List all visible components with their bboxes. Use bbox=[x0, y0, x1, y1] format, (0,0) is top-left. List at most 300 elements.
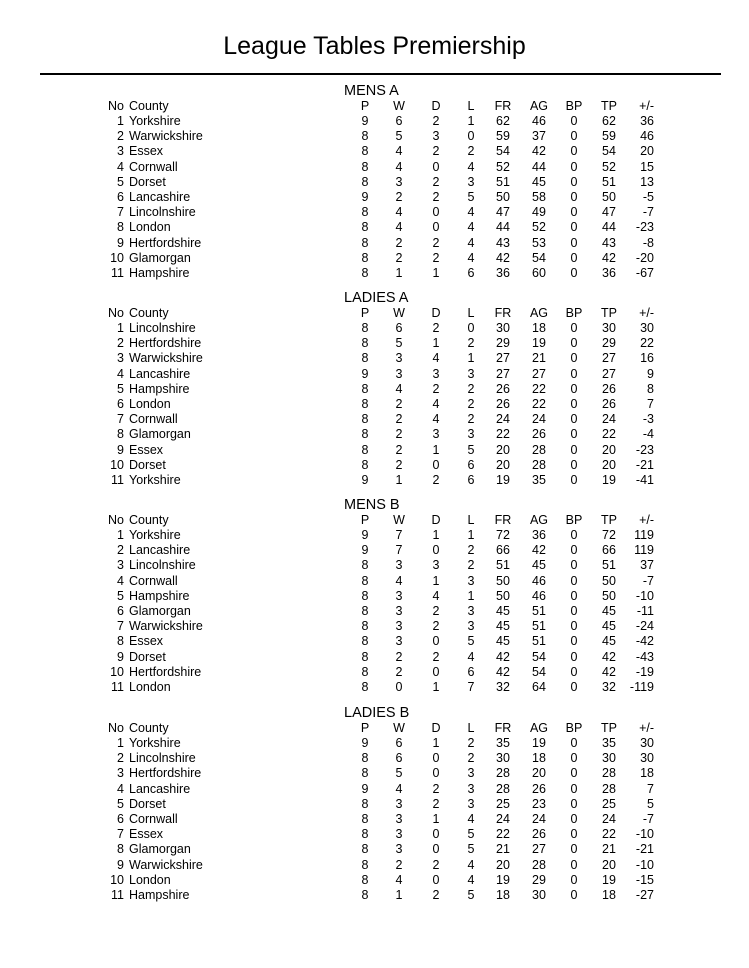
column-header-l: L bbox=[467, 306, 475, 320]
cell-w: 6 bbox=[395, 736, 403, 750]
cell-fr: 45 bbox=[496, 604, 510, 618]
table-row bbox=[0, 812, 749, 827]
cell-bp: 0 bbox=[570, 812, 578, 826]
cell-l: 4 bbox=[467, 235, 475, 250]
cell-fr: 72 bbox=[496, 528, 510, 542]
column-header-w: W bbox=[393, 306, 405, 320]
cell-d: 2 bbox=[432, 796, 440, 811]
table-header-row bbox=[0, 513, 749, 528]
cell-county: Yorkshire bbox=[129, 473, 181, 487]
cell-pm: -43 bbox=[635, 649, 654, 664]
cell-l: 6 bbox=[467, 266, 475, 280]
cell-fr: 36 bbox=[496, 266, 510, 280]
cell-county: Lancashire bbox=[129, 781, 191, 796]
table-row bbox=[0, 351, 749, 366]
cell-bp: 0 bbox=[570, 114, 578, 128]
cell-tp: 20 bbox=[602, 857, 616, 872]
cell-l: 2 bbox=[467, 397, 475, 411]
column-header-county: County bbox=[129, 99, 169, 113]
cell-bp: 0 bbox=[570, 457, 578, 472]
cell-d: 2 bbox=[432, 619, 440, 634]
cell-pm: 119 bbox=[634, 543, 654, 558]
table-row bbox=[0, 827, 749, 842]
cell-l: 5 bbox=[467, 827, 475, 842]
cell-pm: 7 bbox=[647, 781, 654, 796]
cell-fr: 30 bbox=[496, 751, 510, 766]
cell-ag: 45 bbox=[532, 174, 546, 189]
cell-tp: 59 bbox=[602, 129, 616, 144]
cell-bp: 0 bbox=[570, 220, 578, 235]
cell-no: 3 bbox=[117, 351, 124, 366]
table-row bbox=[0, 412, 749, 427]
cell-w: 6 bbox=[395, 751, 403, 766]
cell-pm: -7 bbox=[642, 573, 654, 588]
column-header-p: P bbox=[360, 99, 370, 113]
table-row bbox=[0, 321, 749, 336]
cell-county: Essex bbox=[129, 634, 164, 649]
table-row bbox=[0, 220, 749, 235]
cell-d: 2 bbox=[432, 857, 440, 872]
cell-p: 8 bbox=[361, 321, 369, 335]
table-row bbox=[0, 251, 749, 266]
cell-pm: -10 bbox=[635, 588, 654, 603]
cell-bp: 0 bbox=[570, 649, 578, 664]
cell-bp: 0 bbox=[570, 412, 578, 427]
cell-tp: 28 bbox=[602, 781, 616, 796]
table-row bbox=[0, 175, 749, 190]
cell-county: Lancashire bbox=[129, 543, 191, 558]
section-title: MENS A bbox=[344, 83, 399, 99]
cell-w: 2 bbox=[395, 664, 403, 679]
cell-bp: 0 bbox=[570, 159, 578, 174]
cell-no: 4 bbox=[117, 573, 124, 588]
cell-d: 0 bbox=[432, 827, 440, 842]
cell-w: 0 bbox=[395, 680, 403, 694]
cell-p: 8 bbox=[361, 619, 369, 634]
cell-no: 11 bbox=[111, 266, 124, 280]
column-header-bp: BP bbox=[565, 513, 583, 527]
cell-tp: 18 bbox=[602, 888, 616, 902]
cell-no: 8 bbox=[117, 427, 124, 442]
cell-no: 8 bbox=[117, 842, 124, 857]
cell-p: 8 bbox=[361, 680, 369, 694]
table-row bbox=[0, 160, 749, 175]
cell-p: 9 bbox=[361, 543, 369, 558]
section-title: LADIES A bbox=[344, 290, 409, 306]
cell-fr: 25 bbox=[496, 796, 510, 811]
cell-l: 3 bbox=[467, 427, 475, 442]
cell-pm: -20 bbox=[635, 250, 654, 265]
cell-ag: 54 bbox=[532, 250, 546, 265]
cell-no: 1 bbox=[117, 114, 124, 128]
cell-d: 0 bbox=[432, 766, 440, 781]
table-row bbox=[0, 266, 749, 281]
column-header-d: D bbox=[431, 99, 441, 113]
cell-d: 3 bbox=[432, 558, 440, 573]
cell-fr: 21 bbox=[496, 842, 510, 857]
cell-tp: 21 bbox=[602, 842, 616, 857]
cell-pm: 37 bbox=[640, 558, 654, 573]
cell-fr: 28 bbox=[496, 781, 510, 796]
cell-d: 2 bbox=[432, 781, 440, 796]
cell-tp: 54 bbox=[602, 144, 616, 159]
cell-p: 9 bbox=[361, 528, 369, 542]
cell-bp: 0 bbox=[570, 174, 578, 189]
cell-tp: 26 bbox=[602, 381, 616, 396]
cell-d: 2 bbox=[432, 190, 440, 204]
cell-l: 2 bbox=[467, 412, 475, 427]
cell-l: 2 bbox=[467, 558, 475, 573]
column-header-fr: FR bbox=[494, 513, 512, 527]
cell-p: 8 bbox=[361, 442, 369, 457]
cell-county: Hampshire bbox=[129, 888, 190, 902]
column-header-bp: BP bbox=[565, 721, 583, 735]
cell-bp: 0 bbox=[570, 634, 578, 649]
cell-pm: -19 bbox=[635, 664, 654, 679]
cell-p: 8 bbox=[361, 812, 369, 826]
table-row bbox=[0, 458, 749, 473]
cell-p: 9 bbox=[361, 736, 369, 750]
column-header-county: County bbox=[129, 513, 169, 527]
cell-county: Hertfordshire bbox=[129, 235, 202, 250]
cell-p: 8 bbox=[361, 872, 369, 887]
cell-p: 9 bbox=[361, 781, 369, 796]
cell-county: Dorset bbox=[129, 796, 166, 811]
cell-fr: 32 bbox=[496, 680, 510, 694]
table-row bbox=[0, 589, 749, 604]
column-header-l: L bbox=[467, 721, 475, 735]
cell-pm: -21 bbox=[635, 842, 654, 857]
cell-l: 3 bbox=[467, 366, 475, 381]
cell-w: 4 bbox=[395, 144, 403, 159]
cell-w: 2 bbox=[395, 457, 403, 472]
cell-l: 4 bbox=[467, 649, 475, 664]
table-row bbox=[0, 619, 749, 634]
cell-no: 5 bbox=[117, 174, 124, 189]
cell-l: 2 bbox=[467, 336, 475, 351]
cell-county: Cornwall bbox=[129, 159, 178, 174]
cell-l: 2 bbox=[467, 144, 475, 159]
table-row bbox=[0, 543, 749, 558]
cell-d: 4 bbox=[432, 397, 440, 411]
cell-tp: 45 bbox=[602, 634, 616, 649]
cell-p: 8 bbox=[361, 766, 369, 781]
cell-tp: 32 bbox=[602, 680, 616, 694]
cell-p: 8 bbox=[361, 159, 369, 174]
cell-pm: 20 bbox=[640, 144, 654, 159]
cell-fr: 66 bbox=[496, 543, 510, 558]
table-row bbox=[0, 888, 749, 903]
cell-w: 4 bbox=[395, 381, 403, 396]
column-header-w: W bbox=[393, 721, 405, 735]
cell-p: 9 bbox=[361, 473, 369, 487]
column-header-county: County bbox=[129, 721, 169, 735]
cell-county: Hampshire bbox=[129, 588, 190, 603]
cell-pm: -8 bbox=[642, 235, 654, 250]
cell-no: 9 bbox=[117, 649, 124, 664]
cell-no: 11 bbox=[111, 680, 124, 694]
cell-d: 2 bbox=[432, 604, 440, 618]
cell-tp: 22 bbox=[602, 427, 616, 442]
cell-no: 4 bbox=[117, 781, 124, 796]
column-header-tp: TP bbox=[601, 306, 617, 320]
cell-county: Glamorgan bbox=[129, 250, 191, 265]
cell-tp: 51 bbox=[602, 558, 616, 573]
cell-d: 0 bbox=[432, 543, 440, 558]
cell-tp: 20 bbox=[602, 457, 616, 472]
cell-ag: 51 bbox=[532, 619, 546, 634]
table-row bbox=[0, 190, 749, 205]
cell-pm: 7 bbox=[647, 397, 654, 411]
cell-d: 2 bbox=[432, 381, 440, 396]
column-header-no: No bbox=[108, 99, 124, 113]
cell-w: 2 bbox=[395, 857, 403, 872]
column-header-fr: FR bbox=[494, 721, 512, 735]
cell-ag: 18 bbox=[532, 321, 546, 335]
table-row bbox=[0, 797, 749, 812]
cell-county: London bbox=[129, 680, 171, 694]
cell-p: 8 bbox=[361, 857, 369, 872]
cell-p: 9 bbox=[361, 190, 369, 204]
cell-w: 3 bbox=[395, 351, 403, 366]
column-header-county: County bbox=[129, 306, 169, 320]
table-row bbox=[0, 473, 749, 488]
cell-no: 1 bbox=[117, 736, 124, 750]
cell-county: Glamorgan bbox=[129, 842, 191, 857]
cell-county: Warwickshire bbox=[129, 351, 203, 366]
cell-no: 2 bbox=[117, 336, 124, 351]
cell-no: 8 bbox=[117, 634, 124, 649]
cell-l: 2 bbox=[467, 751, 475, 766]
cell-no: 6 bbox=[117, 604, 124, 618]
cell-ag: 45 bbox=[532, 558, 546, 573]
cell-p: 8 bbox=[361, 381, 369, 396]
table-row bbox=[0, 144, 749, 159]
cell-d: 2 bbox=[432, 144, 440, 159]
cell-county: Hertfordshire bbox=[129, 766, 202, 781]
column-header-l: L bbox=[467, 513, 475, 527]
cell-tp: 50 bbox=[602, 190, 616, 204]
cell-fr: 50 bbox=[496, 573, 510, 588]
cell-l: 6 bbox=[467, 473, 475, 487]
cell-ag: 35 bbox=[532, 473, 546, 487]
cell-bp: 0 bbox=[570, 442, 578, 457]
cell-l: 7 bbox=[467, 680, 475, 694]
cell-d: 0 bbox=[432, 634, 440, 649]
cell-p: 8 bbox=[361, 649, 369, 664]
cell-l: 1 bbox=[467, 528, 475, 542]
cell-tp: 27 bbox=[602, 351, 616, 366]
cell-w: 3 bbox=[395, 558, 403, 573]
cell-w: 1 bbox=[395, 888, 403, 902]
cell-tp: 24 bbox=[602, 412, 616, 427]
cell-tp: 30 bbox=[602, 751, 616, 766]
cell-fr: 19 bbox=[496, 872, 510, 887]
cell-w: 3 bbox=[395, 634, 403, 649]
cell-l: 6 bbox=[467, 664, 475, 679]
table-row bbox=[0, 634, 749, 649]
table-row bbox=[0, 650, 749, 665]
cell-w: 2 bbox=[395, 250, 403, 265]
cell-bp: 0 bbox=[570, 543, 578, 558]
cell-no: 9 bbox=[117, 235, 124, 250]
cell-bp: 0 bbox=[570, 827, 578, 842]
cell-d: 0 bbox=[432, 159, 440, 174]
table-row bbox=[0, 382, 749, 397]
column-header-no: No bbox=[108, 306, 124, 320]
cell-l: 3 bbox=[467, 781, 475, 796]
cell-ag: 26 bbox=[532, 427, 546, 442]
cell-w: 2 bbox=[395, 397, 403, 411]
cell-tp: 29 bbox=[602, 336, 616, 351]
cell-no: 6 bbox=[117, 812, 124, 826]
cell-no: 7 bbox=[117, 412, 124, 427]
column-header-no: No bbox=[108, 513, 124, 527]
cell-w: 4 bbox=[395, 159, 403, 174]
cell-tp: 43 bbox=[602, 235, 616, 250]
cell-bp: 0 bbox=[570, 888, 578, 902]
cell-tp: 19 bbox=[602, 473, 616, 487]
table-row bbox=[0, 680, 749, 695]
cell-no: 2 bbox=[117, 751, 124, 766]
cell-d: 0 bbox=[432, 872, 440, 887]
cell-l: 3 bbox=[467, 604, 475, 618]
cell-p: 8 bbox=[361, 266, 369, 280]
table-row bbox=[0, 858, 749, 873]
cell-w: 5 bbox=[395, 129, 403, 144]
cell-no: 7 bbox=[117, 827, 124, 842]
column-header-tp: TP bbox=[601, 99, 617, 113]
cell-pm: -27 bbox=[635, 888, 654, 902]
cell-d: 0 bbox=[432, 842, 440, 857]
title-divider bbox=[40, 73, 721, 75]
cell-county: Cornwall bbox=[129, 812, 178, 826]
cell-p: 8 bbox=[361, 827, 369, 842]
cell-pm: -23 bbox=[635, 442, 654, 457]
cell-l: 3 bbox=[467, 573, 475, 588]
cell-p: 8 bbox=[361, 397, 369, 411]
cell-fr: 18 bbox=[496, 888, 510, 902]
cell-w: 3 bbox=[395, 174, 403, 189]
table-row bbox=[0, 205, 749, 220]
cell-tp: 44 bbox=[602, 220, 616, 235]
cell-w: 4 bbox=[395, 573, 403, 588]
table-row bbox=[0, 336, 749, 351]
cell-bp: 0 bbox=[570, 664, 578, 679]
cell-county: Glamorgan bbox=[129, 427, 191, 442]
cell-d: 1 bbox=[432, 528, 440, 542]
cell-bp: 0 bbox=[570, 336, 578, 351]
cell-w: 3 bbox=[395, 619, 403, 634]
cell-no: 10 bbox=[110, 664, 124, 679]
cell-fr: 27 bbox=[496, 351, 510, 366]
cell-l: 3 bbox=[467, 619, 475, 634]
cell-d: 1 bbox=[432, 736, 440, 750]
cell-fr: 51 bbox=[496, 558, 510, 573]
cell-d: 2 bbox=[432, 114, 440, 128]
cell-l: 5 bbox=[467, 442, 475, 457]
cell-pm: 15 bbox=[640, 159, 654, 174]
cell-county: Dorset bbox=[129, 649, 166, 664]
cell-fr: 50 bbox=[496, 190, 510, 204]
cell-no: 6 bbox=[117, 190, 124, 204]
cell-county: London bbox=[129, 872, 171, 887]
cell-p: 8 bbox=[361, 174, 369, 189]
cell-county: Lancashire bbox=[129, 366, 191, 381]
cell-w: 2 bbox=[395, 649, 403, 664]
cell-fr: 28 bbox=[496, 766, 510, 781]
cell-no: 2 bbox=[117, 543, 124, 558]
cell-tp: 45 bbox=[602, 604, 616, 618]
cell-l: 4 bbox=[467, 812, 475, 826]
cell-d: 0 bbox=[432, 205, 440, 220]
column-header-w: W bbox=[393, 513, 405, 527]
column-header-pm: +/- bbox=[639, 513, 654, 527]
cell-ag: 53 bbox=[532, 235, 546, 250]
cell-pm: 119 bbox=[634, 528, 654, 542]
cell-no: 10 bbox=[110, 872, 124, 887]
cell-ag: 52 bbox=[532, 220, 546, 235]
cell-pm: -42 bbox=[635, 634, 654, 649]
table-row bbox=[0, 574, 749, 589]
cell-ag: 26 bbox=[532, 781, 546, 796]
cell-fr: 52 bbox=[496, 159, 510, 174]
cell-pm: -10 bbox=[635, 857, 654, 872]
cell-ag: 22 bbox=[532, 397, 546, 411]
cell-tp: 27 bbox=[602, 366, 616, 381]
table-header-row bbox=[0, 721, 749, 736]
cell-w: 3 bbox=[395, 812, 403, 826]
cell-l: 1 bbox=[467, 351, 475, 366]
cell-fr: 30 bbox=[496, 321, 510, 335]
cell-d: 4 bbox=[432, 351, 440, 366]
cell-pm: 13 bbox=[640, 174, 654, 189]
cell-l: 0 bbox=[467, 321, 475, 335]
column-header-p: P bbox=[360, 306, 370, 320]
column-header-d: D bbox=[431, 306, 441, 320]
cell-d: 4 bbox=[432, 588, 440, 603]
cell-tp: 50 bbox=[602, 588, 616, 603]
cell-tp: 19 bbox=[602, 872, 616, 887]
cell-p: 8 bbox=[361, 634, 369, 649]
cell-fr: 35 bbox=[496, 736, 510, 750]
table-row bbox=[0, 873, 749, 888]
table-row bbox=[0, 842, 749, 857]
cell-tp: 47 bbox=[602, 205, 616, 220]
cell-fr: 54 bbox=[496, 144, 510, 159]
table-row bbox=[0, 604, 749, 619]
cell-bp: 0 bbox=[570, 250, 578, 265]
cell-d: 1 bbox=[432, 680, 440, 694]
cell-l: 3 bbox=[467, 174, 475, 189]
column-header-ag: AG bbox=[529, 721, 549, 735]
cell-bp: 0 bbox=[570, 473, 578, 487]
cell-l: 4 bbox=[467, 159, 475, 174]
column-header-pm: +/- bbox=[639, 306, 654, 320]
cell-d: 2 bbox=[432, 321, 440, 335]
cell-ag: 30 bbox=[532, 888, 546, 902]
cell-tp: 72 bbox=[602, 528, 616, 542]
cell-d: 2 bbox=[432, 174, 440, 189]
cell-county: Dorset bbox=[129, 457, 166, 472]
cell-no: 10 bbox=[110, 250, 124, 265]
cell-no: 11 bbox=[111, 888, 124, 902]
cell-no: 1 bbox=[117, 528, 124, 542]
cell-no: 4 bbox=[117, 366, 124, 381]
cell-county: Lancashire bbox=[129, 190, 191, 204]
cell-no: 5 bbox=[117, 796, 124, 811]
column-header-ag: AG bbox=[529, 306, 549, 320]
